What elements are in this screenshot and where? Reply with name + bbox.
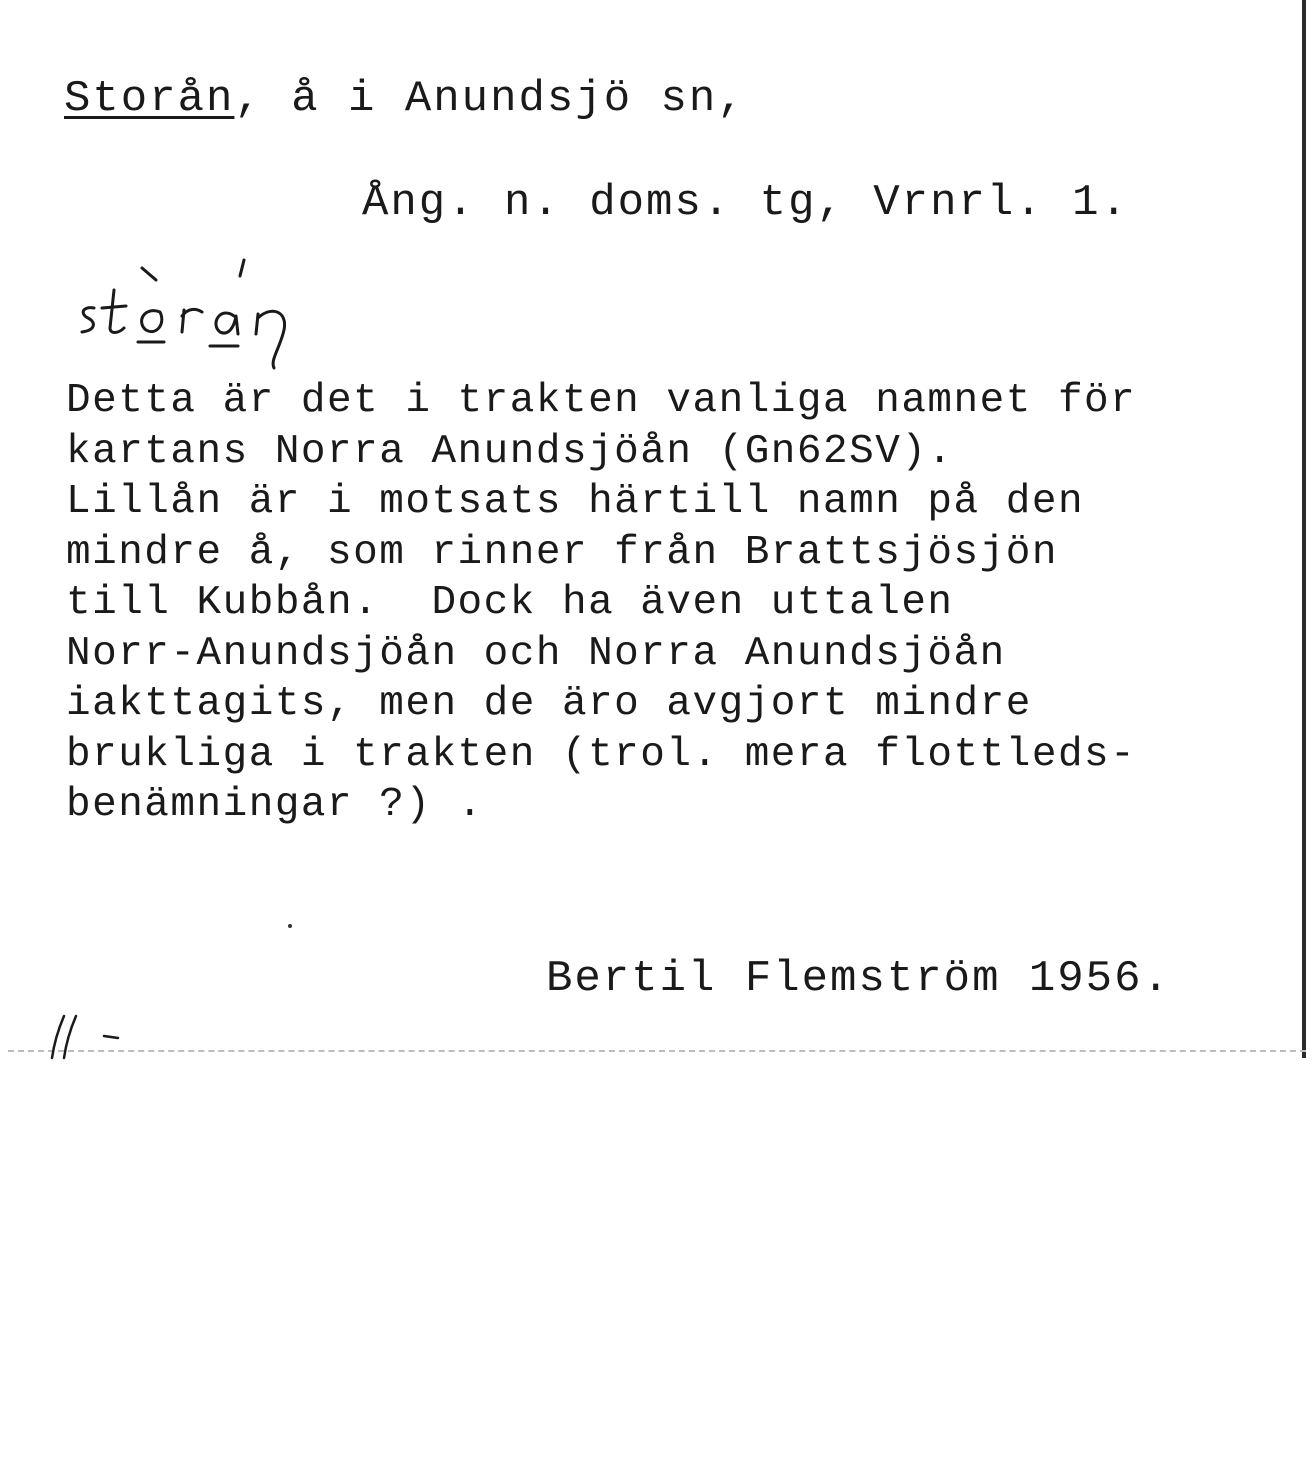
card-bottom-edge	[8, 1050, 1306, 1052]
headword-line	[64, 74, 746, 124]
body-line: brukliga i trakten (trol. mera flottleds-	[66, 731, 1137, 778]
headword-description: , å i Anundsjö sn,	[234, 74, 746, 124]
signature: Bertil Flemström 1956.	[546, 954, 1171, 1004]
body-line: till Kubbån. Dock ha även uttalen	[66, 580, 954, 626]
card-right-edge	[1302, 0, 1306, 1058]
body-line: Lillån är i motsats härtill namn på den	[66, 479, 1085, 525]
handwritten-pronunciation	[74, 250, 394, 370]
body-line: benämningar ?) .	[66, 782, 484, 828]
body-line: Norr-Anundsjöån och Norra Anundsjöån	[66, 630, 1006, 677]
body-line: iakttagits, men de äro avgjort mindre	[66, 681, 1032, 727]
headword: Storån	[64, 74, 235, 124]
source-reference: Ång. n. doms. tg, Vrnrl. 1.	[362, 178, 1129, 228]
body-line: mindre å, som rinner från Brattsjösjön	[66, 529, 1058, 576]
body-line: Detta är det i trakten vanliga namnet för	[66, 378, 1137, 424]
handwritten-mark	[46, 1006, 126, 1066]
card-body-text	[66, 376, 1296, 831]
ink-speck	[288, 924, 292, 928]
body-line: kartans Norra Anundsjöån (Gn62SV).	[66, 428, 954, 475]
